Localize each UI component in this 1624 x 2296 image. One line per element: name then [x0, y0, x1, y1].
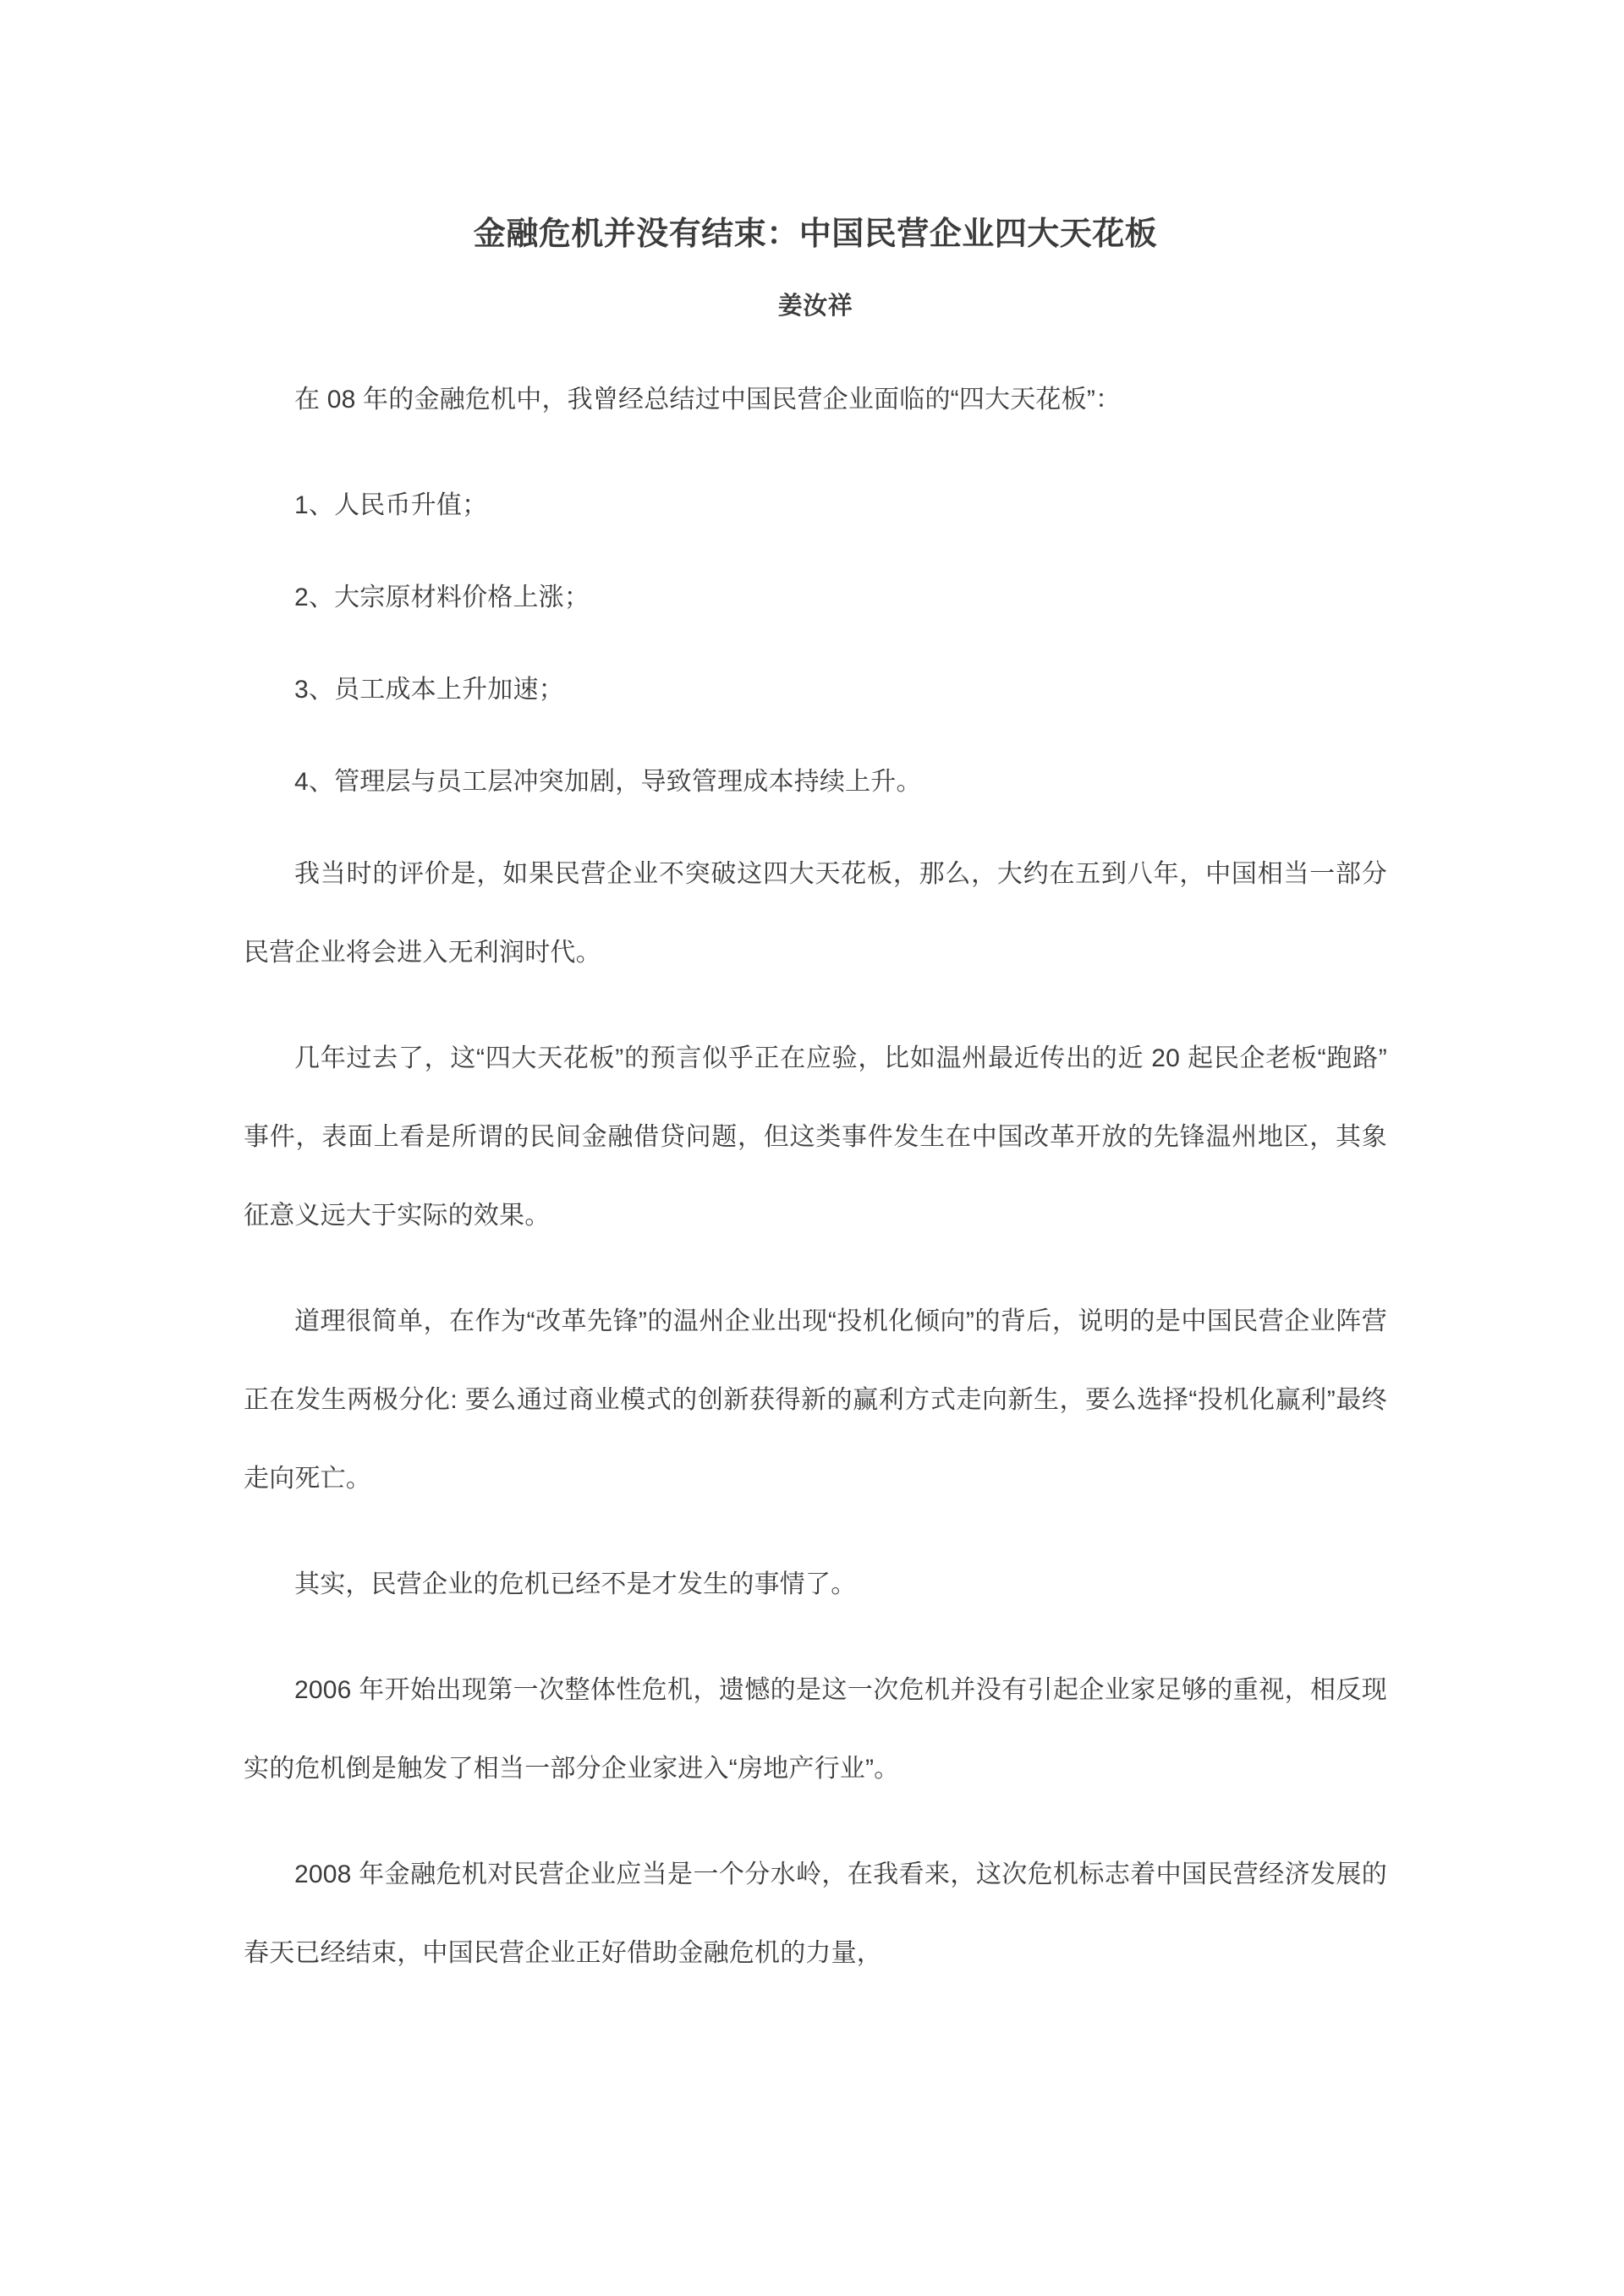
body-paragraph: 2006 年开始出现第一次整体性危机，遗憾的是这一次危机并没有引起企业家足够的重视，相反现实的危机倒是触发了相当一部分企业家进入“房地产行业”。 [244, 1676, 1387, 1784]
list-item: 4、管理层与员工层冲突加剧，导致管理成本持续上升。 [294, 768, 922, 797]
intro-paragraph: 在 08 年的金融危机中，我曾经总结过中国民营企业面临的“四大天花板”： [294, 386, 1122, 414]
ceiling-list [244, 466, 1387, 821]
document-content [244, 0, 1387, 2019]
body-paragraph: 几年过去了，这“四大天花板”的预言似乎正在应验，比如温州最近传出的近 20 起民企老板“跑路”事件，表面上看是所谓的民间金融借贷问题，但这类事件发生在中国改革开放的先锋温州地区，其象征意义远大于实际的效果。 [244, 1044, 1387, 1230]
body-paragraph: 我当时的评价是，如果民营企业不突破这四大天花板，那么，大约在五到八年，中国相当一部分民营企业将会进入无利润时代。 [244, 860, 1387, 967]
document-body [244, 323, 1387, 1992]
body-paragraph: 其实，民营企业的危机已经不是才发生的事情了。 [294, 1570, 857, 1599]
body-paragraph: 道理很简单，在作为“改革先锋”的温州企业出现“投机化倾向”的背后，说明的是中国民营企业阵营正在发生两极分化: 要么通过商业模式的创新获得新的赢利方式走向新生，要么选择“投机化赢利”最终走向死亡。 [244, 1307, 1387, 1493]
author-byline: 姜汝祥 [777, 293, 853, 321]
list-item: 1、人民币升值； [294, 491, 488, 520]
body-paragraph: 2008 年金融危机对民营企业应当是一个分水岭，在我看来，这次危机标志着中国民营经济发展的春天已经结束，中国民营企业正好借助金融危机的力量， [244, 1860, 1387, 1968]
list-item: 3、员工成本上升加速； [294, 676, 564, 704]
page-title: 金融危机并没有结束：中国民营企业四大天花板 [473, 216, 1158, 252]
list-item: 2、大宗原材料价格上涨； [294, 584, 590, 612]
